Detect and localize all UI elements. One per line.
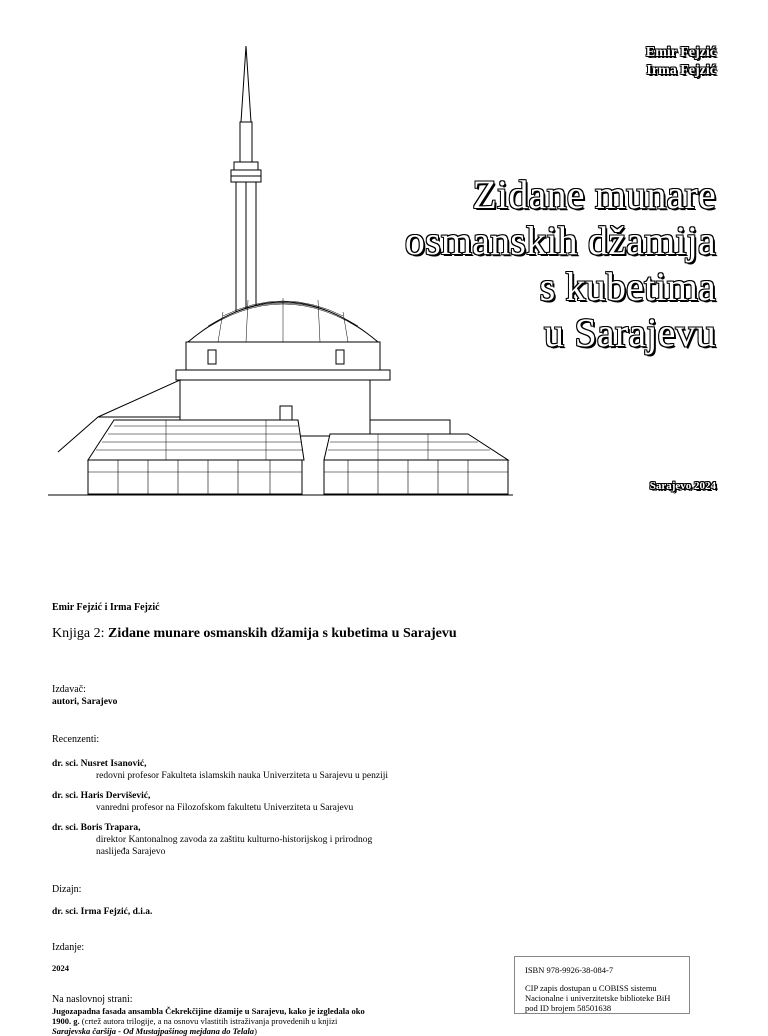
designer-value: dr. sci. Irma Fejzić, d.i.a. bbox=[52, 907, 153, 917]
reviewer-role: vanredni profesor na Filozofskom fakultetu Univerziteta u Sarajevu bbox=[96, 803, 354, 813]
cover-title-line-3: s kubetima bbox=[539, 264, 716, 309]
cover-title bbox=[405, 172, 716, 356]
cover-author-1: Emir Fejzić bbox=[645, 45, 716, 60]
reviewer-role: redovni profesor Fakulteta islamskih nauka Univerziteta u Sarajevu u penziji bbox=[96, 771, 389, 781]
edition-value: 2024 bbox=[52, 963, 69, 973]
isbn-text: ISBN 978-9926-38-084-7 bbox=[525, 965, 614, 975]
cover-author-2: Irma Fejzić bbox=[646, 63, 716, 78]
cover-place-year: Sarajevo 2024 bbox=[649, 480, 716, 492]
reviewer-1 bbox=[52, 758, 712, 782]
cover-note-block bbox=[52, 994, 372, 1036]
cover-caption-italic: Sarajevska čaršija - Od Mustajpašinog mejdana do Telala bbox=[52, 1026, 255, 1036]
cover-caption-end: ) bbox=[254, 1026, 257, 1036]
design-label: Dizajn: bbox=[52, 884, 82, 895]
publisher-block bbox=[52, 684, 712, 708]
publisher-value: autori, Sarajevo bbox=[52, 697, 118, 707]
cover-title-line-1: Zidane munare bbox=[472, 172, 716, 217]
reviewer-name: dr. sci. Nusret Isanović, bbox=[52, 759, 147, 769]
cover-title-line-2: osmanskih džamija bbox=[404, 218, 716, 263]
cip-box bbox=[514, 956, 690, 1014]
book-title: Zidane munare osmanskih džamija s kubetima u Sarajevu bbox=[108, 626, 457, 641]
reviewer-name: dr. sci. Haris Dervišević, bbox=[52, 791, 151, 801]
cip-text: CIP zapis dostupan u COBISS sistemu Nacionalne i univerzitetske biblioteke BiH pod ID brojem 58501638 bbox=[525, 983, 671, 1013]
reviewer-3 bbox=[52, 822, 712, 858]
reviewer-role: direktor Kantonalnog zavoda za zaštitu kulturno-historijskog i prirodnog naslijeđa Sarajevo bbox=[96, 835, 373, 857]
edition-label: Izdanje: bbox=[52, 942, 85, 953]
imprint-authors: Emir Fejzić i Irma Fejzić bbox=[52, 602, 160, 613]
cover-note-label: Na naslovnoj strani: bbox=[52, 994, 133, 1005]
cover-caption-bold: Jugozapadna fasada ansambla Čekrekčijine džamije u Sarajevu, kako je izgledala oko 1900. g. bbox=[52, 1006, 365, 1026]
design-block bbox=[52, 884, 712, 918]
reviewer-name: dr. sci. Boris Trapara, bbox=[52, 823, 141, 833]
cover-caption-rest: (crtež autora trilogije, a na osnovu vlastitih istraživanja provedenih u knjizi bbox=[79, 1016, 338, 1026]
cover-note-text bbox=[52, 1006, 372, 1036]
publisher-label: Izdavač: bbox=[52, 684, 86, 695]
reviewers-label: Recenzenti: bbox=[52, 734, 100, 745]
book-label: Knjiga 2: bbox=[52, 626, 105, 641]
book-line bbox=[52, 628, 712, 640]
reviewer-2 bbox=[52, 790, 712, 814]
cover-authors bbox=[646, 44, 716, 80]
reviewers-block bbox=[52, 734, 712, 858]
cover-title-line-4: u Sarajevu bbox=[544, 310, 716, 355]
